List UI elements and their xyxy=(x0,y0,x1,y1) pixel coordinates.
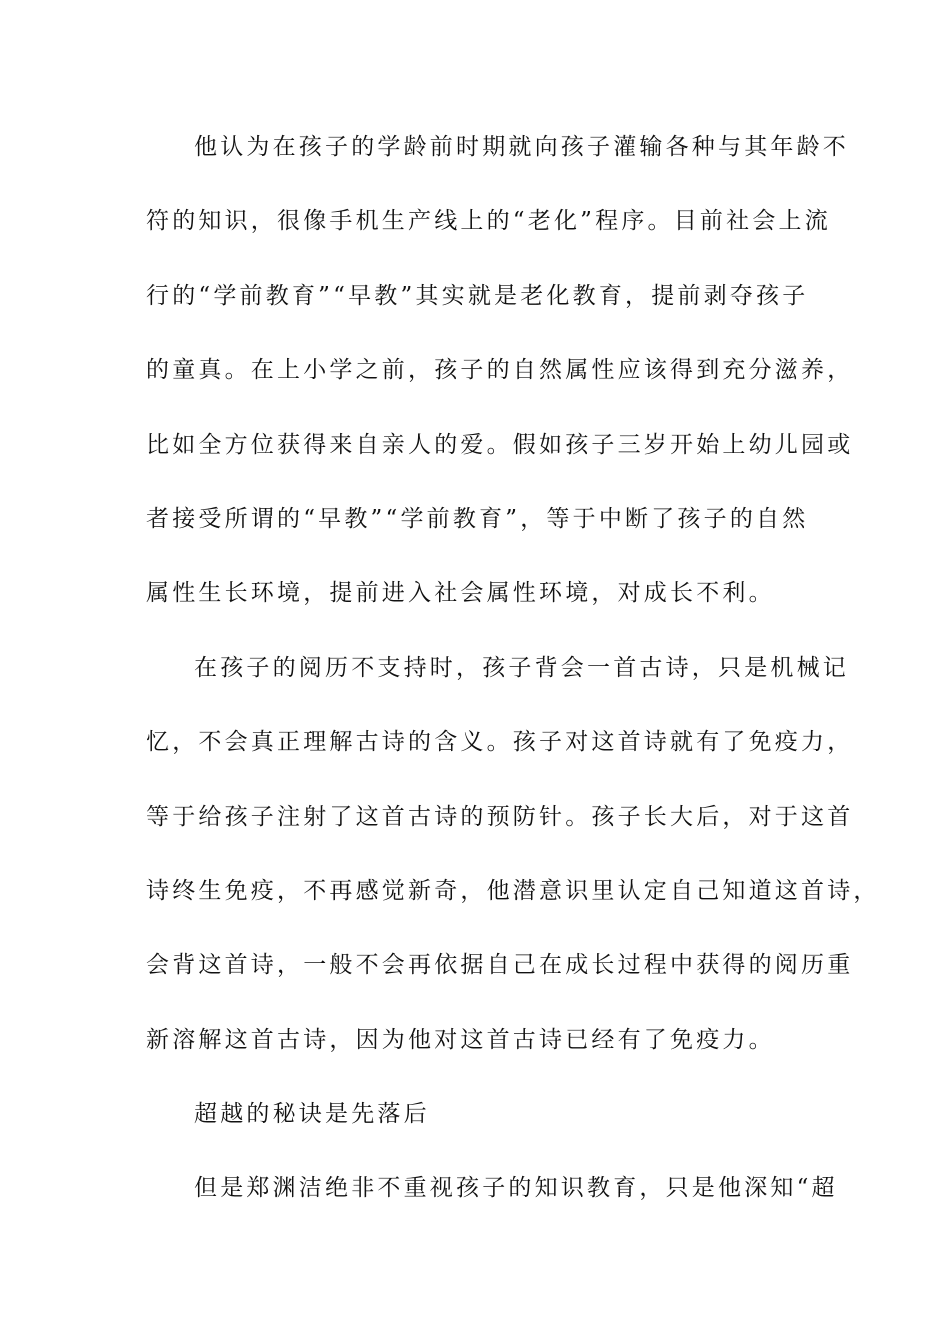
text-line: 比如全方位获得来自亲人的爱。假如孩子三岁开始上幼儿园或 xyxy=(146,431,854,458)
text-line: 忆，不会真正理解古诗的含义。孩子对这首诗就有了免疫力， xyxy=(146,729,854,756)
text-line: 等于给孩子注射了这首古诗的预防针。孩子长大后，对于这首 xyxy=(146,803,854,830)
section-heading: 超越的秘诀是先落后 xyxy=(194,1101,430,1128)
text-line: 会背这首诗，一般不会再依据自己在成长过程中获得的阅历重 xyxy=(146,952,854,979)
text-line: 者接受所谓的“早教”“学前教育”，等于中断了孩子的自然 xyxy=(146,505,809,532)
text-line: 诗终生免疫，不再感觉新奇，他潜意识里认定自己知道这首诗， xyxy=(146,877,880,904)
text-line: 属性生长环境，提前进入社会属性环境，对成长不利。 xyxy=(146,580,775,607)
text-line: 新溶解这首古诗，因为他对这首古诗已经有了免疫力。 xyxy=(146,1026,775,1053)
text-line: 的童真。在上小学之前，孩子的自然属性应该得到充分滋养， xyxy=(146,357,854,384)
text-line: 符的知识，很像手机生产线上的“老化”程序。目前社会上流 xyxy=(146,208,831,235)
text-line: 他认为在孩子的学龄前时期就向孩子灌输各种与其年龄不 xyxy=(194,134,849,160)
text-line: 但是郑渊洁绝非不重视孩子的知识教育，只是他深知“超 xyxy=(194,1175,838,1202)
text-line: 在孩子的阅历不支持时，孩子背会一首古诗，只是机械记 xyxy=(194,654,849,681)
text-line: 行的“学前教育”“早教”其实就是老化教育，提前剥夺孩子 xyxy=(146,282,809,309)
body-text xyxy=(146,127,880,1243)
